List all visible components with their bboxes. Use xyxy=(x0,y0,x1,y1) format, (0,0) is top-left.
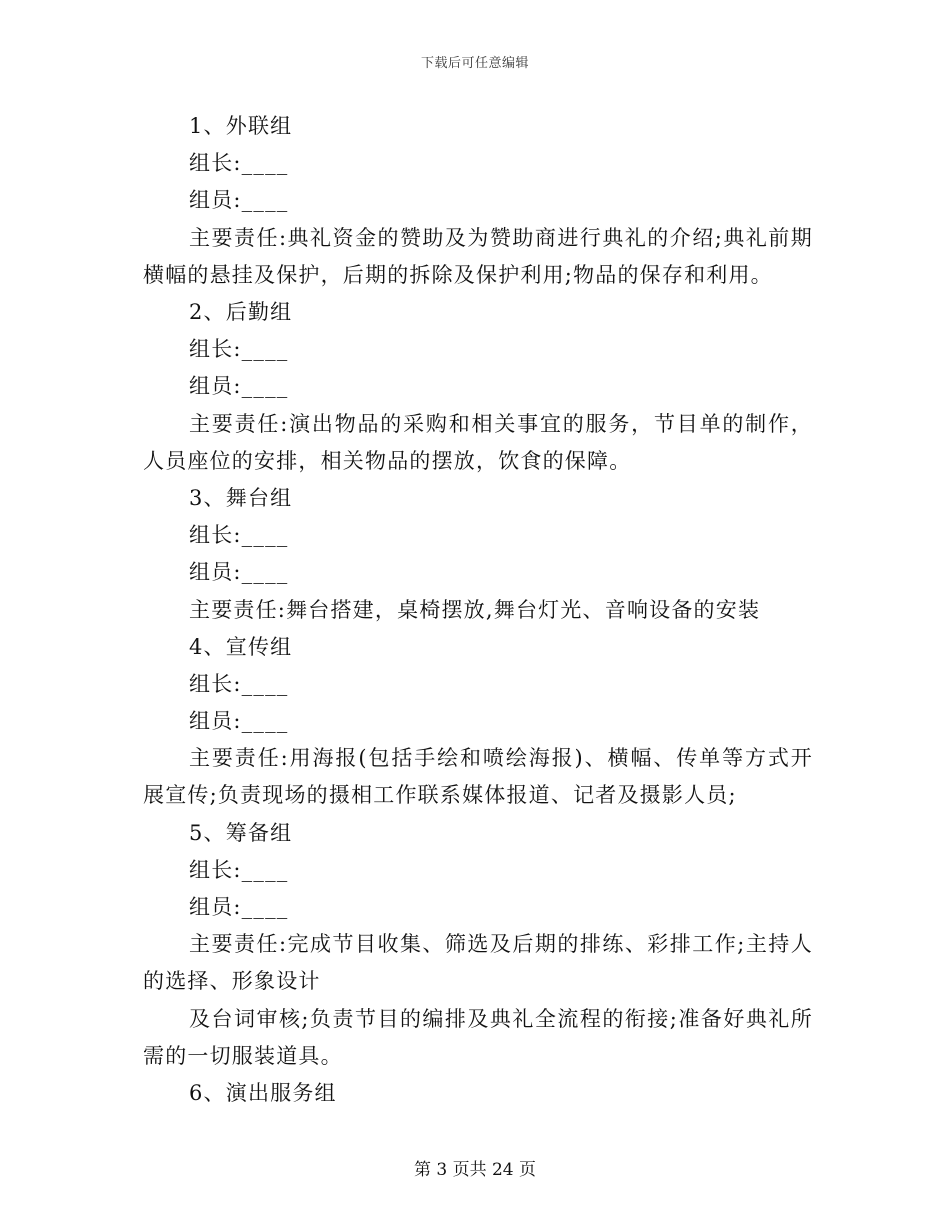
section-title: 1、外联组 xyxy=(189,114,293,138)
section-title: 2、后勤组 xyxy=(189,299,293,324)
members-field: 组员:____ xyxy=(189,374,289,399)
leader-field: 组长:____ xyxy=(189,337,289,362)
members-field: 组员:____ xyxy=(189,188,289,213)
page-header: 下载后可任意编辑 xyxy=(420,56,529,71)
duty-paragraph: 主要责任:演出物品的采购和相关事宜的服务，节目单的制作，人员座位的安排，相关物品的摆放，饮食的保障。 xyxy=(143,411,813,473)
leader-field: 组长:____ xyxy=(189,523,289,548)
duty-paragraph-continued: 及台词审核;负责节目的编排及典礼全流程的衔接;准备好典礼所需的一切服装道具。 xyxy=(143,1006,813,1068)
page-footer: 第 3 页共 24 页 xyxy=(413,1160,537,1180)
members-field: 组员:____ xyxy=(189,709,289,734)
section-title: 3、舞台组 xyxy=(189,485,293,510)
section-title: 5、筹备组 xyxy=(189,820,293,845)
leader-field: 组长:____ xyxy=(189,857,289,882)
members-field: 组员:____ xyxy=(189,895,289,920)
duty-paragraph: 主要责任:舞台搭建，桌椅摆放,舞台灯光、音响设备的安装 xyxy=(189,597,761,622)
document-body xyxy=(143,108,813,1112)
leader-field: 组长:____ xyxy=(189,671,289,696)
section-title: 6、演出服务组 xyxy=(189,1081,337,1106)
duty-paragraph: 主要责任:用海报(包括手绘和喷绘海报)、横幅、传单等方式开展宣传;负责现场的摄相工作联系媒体报道、记者及摄影人员; xyxy=(143,746,813,808)
section-title: 4、宣传组 xyxy=(189,634,293,659)
leader-field: 组长:____ xyxy=(189,151,289,176)
members-field: 组员:____ xyxy=(189,560,289,585)
duty-paragraph: 主要责任:典礼资金的赞助及为赞助商进行典礼的介绍;典礼前期横幅的悬挂及保护，后期的拆除及保护利用;物品的保存和利用。 xyxy=(143,225,813,287)
duty-paragraph: 主要责任:完成节目收集、筛选及后期的排练、彩排工作;主持人的选择、形象设计 xyxy=(143,932,813,994)
